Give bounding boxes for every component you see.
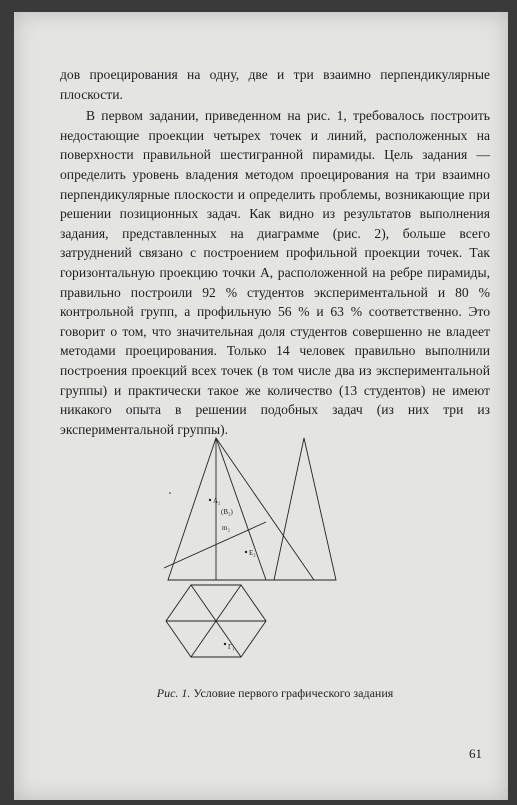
caption-lead: Рис. 1. <box>156 686 191 700</box>
figure-caption <box>60 686 490 701</box>
point-mark <box>169 492 171 494</box>
label-g1: Г₁ <box>228 643 235 651</box>
figure-pyramid <box>164 430 354 665</box>
book-page <box>14 12 508 800</box>
label-e2: E₂ <box>249 549 256 557</box>
point-g1 <box>224 643 226 645</box>
pyramid-profile-outline <box>274 438 336 580</box>
label-b2: (B₂) <box>221 508 233 516</box>
point-e2 <box>245 551 247 553</box>
paragraph-main: В первом задании, приведенном на рис. 1, требовалось построить недостающие проекции четырех точек и линий, расположенных на поверхности правильной шестигранной пирамиды. Цель задания — определить уровень владения методом проецирования на три взаимно перпендикулярные плоскости и определить проблемы, возникающие при решении позиционных задач. Как видно из результатов выполнения задания, представленных на диаграмме (рис. 2), больше всего затруднений связано с построением профильной проекции точек. Так горизонтальную проекцию точки А, расположенной на ребре пирамиды, правильно построили 92 % студентов экспериментальной и 80 % контрольной групп, а профильную 56 % и 63 % соответственно. Это говорит о том, что значительная доля студентов совершенно не владеет методами проецирования. Только 14 человек правильно выполнили построения проекций всех точек (в том числе два из экспериментальной группы) и практически такое же количество (13 студентов) не имеют никакого опыта в решении подобных задач (из них три из экспериментальной группы). <box>60 108 490 437</box>
point-a2 <box>209 499 211 501</box>
label-a2: A₂ <box>213 497 221 505</box>
label-m2: m₂ <box>222 524 230 532</box>
paragraph-continuation: дов проецирования на одну, две и три взаимно перпендикулярные плоскости. <box>60 67 490 102</box>
pyramid-drawing <box>164 430 354 665</box>
caption-text: Условие первого графического задания <box>190 686 394 700</box>
page-number: 61 <box>469 746 482 761</box>
line-m <box>164 522 266 568</box>
body-text <box>60 65 490 439</box>
